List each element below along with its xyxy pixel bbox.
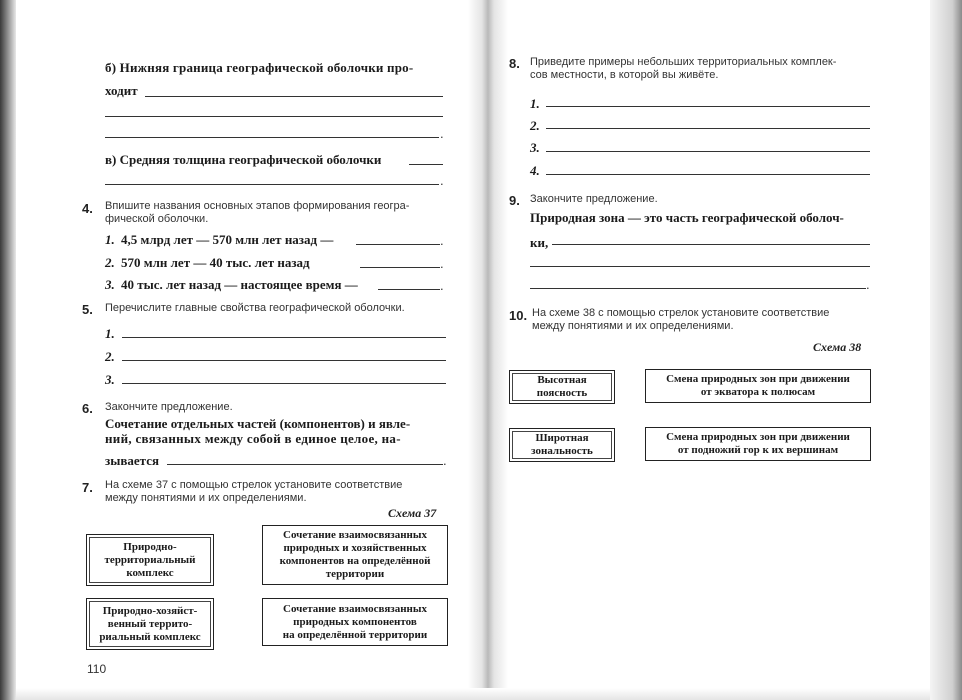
schema-caption: Схема 37 <box>388 506 437 520</box>
q8-item-label: 1. <box>530 96 540 111</box>
q4-prompt-line1: Впишите названия основных этапов формирования геогра- <box>105 200 410 212</box>
q10-prompt-line2: между понятиями и их определениями. <box>532 320 734 332</box>
q6-prompt: Закончите предложение. <box>105 401 233 413</box>
q3b-line1: б) Нижняя граница географической оболочки про- <box>105 60 414 75</box>
question-number: 9. <box>509 193 520 208</box>
q8-item-label: 4. <box>530 163 540 178</box>
answer-line <box>105 184 439 185</box>
q9-line1: Природная зона — это часть географической оболоч- <box>530 210 844 225</box>
answer-line <box>145 96 443 97</box>
period: . <box>440 126 444 141</box>
answer-line <box>360 267 440 268</box>
q4-prompt-line2: фической оболочки. <box>105 213 209 225</box>
answer-line <box>546 174 870 175</box>
q5-item-label: 3. <box>105 372 115 387</box>
answer-line <box>530 288 866 289</box>
question-number: 8. <box>509 56 520 71</box>
period: . <box>440 173 444 188</box>
definition-box: Сочетание взаимосвязанных природных компонентов на определённой территории <box>262 598 448 646</box>
question-number: 4. <box>82 201 93 216</box>
answer-line <box>409 164 443 165</box>
page-edge-right <box>930 0 962 700</box>
answer-line <box>546 151 870 152</box>
q5-item-label: 1. <box>105 326 115 341</box>
question-number: 7. <box>82 480 93 495</box>
answer-line <box>105 116 443 117</box>
q7-prompt-line1: На схеме 37 с помощью стрелок установите соответствие <box>105 479 403 491</box>
term-box: Природно- территориальный комплекс <box>86 534 214 586</box>
definition-box: Сочетание взаимосвязанных природных и хозяйственных компонентов на определённой территории <box>262 525 448 585</box>
answer-line <box>122 383 446 384</box>
question-number: 6. <box>82 401 93 416</box>
q4-item-text: 4,5 млрд лет — 570 млн лет назад — <box>121 232 334 247</box>
q10-prompt-line1: На схеме 38 с помощью стрелок установите соответствие <box>532 307 830 319</box>
period: . <box>443 453 447 468</box>
answer-line <box>378 289 440 290</box>
q4-item-text: 570 млн лет — 40 тыс. лет назад <box>121 255 310 270</box>
term-box: Широтная зональность <box>509 428 615 462</box>
q4-item-text: 40 тыс. лет назад — настоящее время — <box>121 277 358 292</box>
q6-line1: Сочетание отдельных частей (компонентов) и явле- <box>105 416 411 431</box>
q6-line2: ний, связанных между собой в единое целое, на- <box>105 431 401 446</box>
q8-item-label: 3. <box>530 140 540 155</box>
q4-item-label: 1. <box>105 232 115 247</box>
term-box: Высотная поясность <box>509 370 615 404</box>
book-spine <box>468 0 508 700</box>
answer-line <box>356 244 440 245</box>
q9-line2: ки, <box>530 235 549 250</box>
answer-line <box>552 244 870 245</box>
page-number: 110 <box>87 662 107 676</box>
answer-line <box>105 137 439 138</box>
question-number: 10. <box>509 308 528 323</box>
answer-line <box>122 360 446 361</box>
term-box: Природно-хозяйст- венный террито- риальный комплекс <box>86 598 214 650</box>
period: . <box>440 278 444 293</box>
q8-prompt-line1: Приведите примеры небольших территориальных комплек- <box>530 56 837 68</box>
definition-box: Смена природных зон при движении от подножий гор к их вершинам <box>645 427 871 461</box>
q3v-text: в) Средняя толщина географической оболочки <box>105 152 382 167</box>
q4-item-label: 2. <box>105 255 115 270</box>
q8-item-label: 2. <box>530 118 540 133</box>
answer-line <box>530 266 870 267</box>
answer-line <box>546 128 870 129</box>
period: . <box>866 277 870 292</box>
period: . <box>440 233 444 248</box>
scan-edge-left <box>0 0 16 700</box>
answer-line <box>546 106 870 107</box>
answer-line <box>167 464 443 465</box>
q7-prompt-line2: между понятиями и их определениями. <box>105 492 307 504</box>
q9-prompt: Закончите предложение. <box>530 193 658 205</box>
q8-prompt-line2: сов местности, в которой вы живёте. <box>530 69 719 81</box>
schema-caption: Схема 38 <box>813 340 862 354</box>
q5-item-label: 2. <box>105 349 115 364</box>
period: . <box>440 256 444 271</box>
q6-line3: зывается <box>105 453 160 468</box>
q4-item-label: 3. <box>105 277 115 292</box>
definition-box: Смена природных зон при движении от экватора к полюсам <box>645 369 871 403</box>
q3b-line2: ходит <box>105 83 138 98</box>
page-edge-bottom <box>16 688 930 700</box>
answer-line <box>122 337 446 338</box>
question-number: 5. <box>82 302 93 317</box>
q5-prompt: Перечислите главные свойства географической оболочки. <box>105 302 405 314</box>
